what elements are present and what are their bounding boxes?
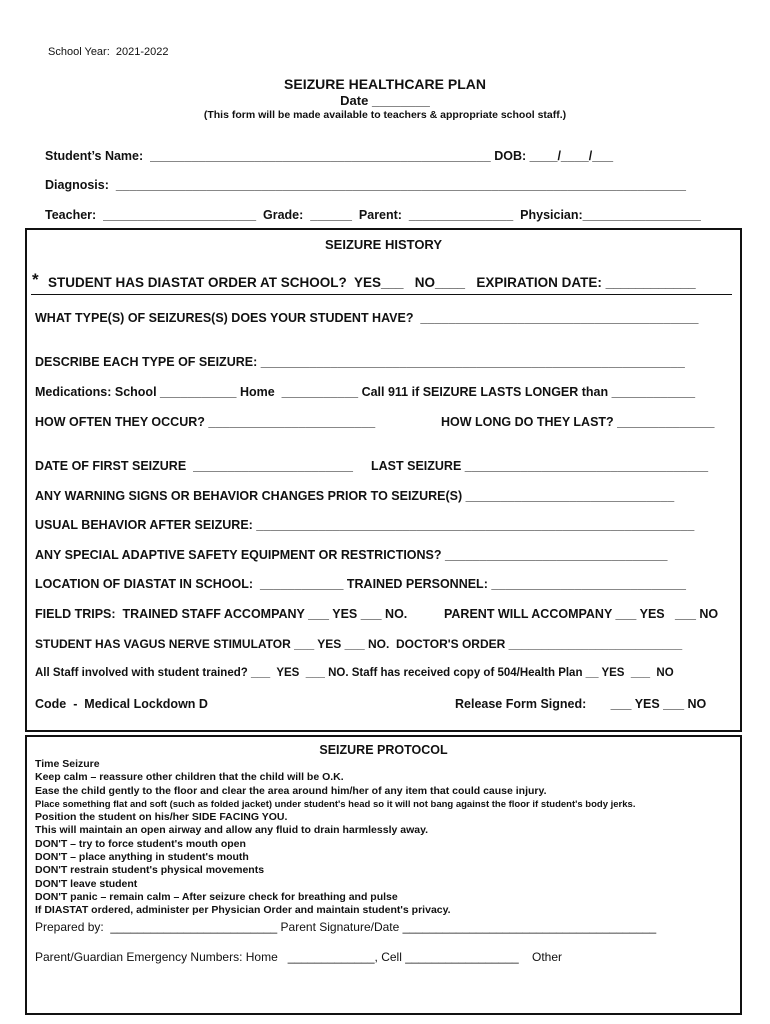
form-title: SEIZURE HEALTHCARE PLAN xyxy=(284,76,486,92)
school-year: School Year: 2021-2022 xyxy=(48,46,169,58)
protocol-step: If DIASTAT ordered, administer per Physician Order and maintain student's privacy. xyxy=(35,904,451,917)
last-seizure-field[interactable]: LAST SEIZURE ___________________________________ xyxy=(371,459,709,473)
form-note: (This form will be made available to teachers & appropriate school staff.) xyxy=(203,109,567,121)
how-long-field[interactable]: HOW LONG DO THEY LAST? ______________ xyxy=(441,415,715,429)
protocol-step: Ease the child gently to the floor and clear the area around him/her of any item that could cause injury. xyxy=(35,784,547,797)
teacher-grade-parent-physician-field[interactable]: Teacher: ______________________ Grade: ______ Parent: _______________ Physician:_________________ xyxy=(45,208,701,222)
protocol-step: DON'T – place anything in student's mouth xyxy=(35,851,249,864)
lockdown-code: Code - Medical Lockdown D xyxy=(35,697,208,711)
date-field[interactable]: Date ________ xyxy=(340,93,430,108)
protocol-step: Time Seizure xyxy=(35,758,100,770)
parent-accompany-field[interactable]: PARENT WILL ACCOMPANY ___ YES ___ NO xyxy=(444,607,719,621)
vagus-nerve-field[interactable]: STUDENT HAS VAGUS NERVE STIMULATOR ___ YES ___ NO. DOCTOR'S ORDER __________________________ xyxy=(35,637,683,651)
diastat-asterisk: * xyxy=(32,270,39,289)
protocol-step: This will maintain an open airway and allow any fluid to drain harmlessly away. xyxy=(35,824,429,837)
protocol-step: DON'T leave student xyxy=(35,877,138,890)
diastat-order-field[interactable]: STUDENT HAS DIASTAT ORDER AT SCHOOL? YES___ NO____ EXPIRATION DATE: ____________ xyxy=(48,275,696,290)
protocol-step: Keep calm – reassure other children that the child will be O.K. xyxy=(35,771,344,784)
protocol-step: DON'T restrain student's physical movements xyxy=(35,864,265,877)
seizure-history-section xyxy=(25,228,742,732)
seizure-history-title: SEIZURE HISTORY xyxy=(324,237,443,252)
diagnosis-field[interactable]: Diagnosis: __________________________________________________________________________________ xyxy=(45,178,686,192)
seizure-protocol-title: SEIZURE PROTOCOL xyxy=(319,743,448,757)
seizure-types-field[interactable]: WHAT TYPE(S) OF SEIZURES(S) DOES YOUR STUDENT HAVE? ________________________________________ xyxy=(35,311,699,325)
emergency-numbers-field[interactable]: Parent/Guardian Emergency Numbers: Home _____________, Cell _________________ Other xyxy=(35,950,563,964)
release-form-field[interactable]: Release Form Signed: ___ YES ___ NO xyxy=(455,697,707,711)
student-name-field[interactable]: Student’s Name: _________________________________________________ DOB: ____/____/___ xyxy=(45,149,614,163)
protocol-step: DON'T panic – remain calm – After seizure check for breathing and pulse xyxy=(35,890,398,903)
prepared-by-field[interactable]: Prepared by: _________________________ Parent Signature/Date ______________________________________ xyxy=(35,920,657,934)
describe-seizure-field[interactable]: DESCRIBE EACH TYPE OF SEIZURE: _____________________________________________________________ xyxy=(35,355,685,369)
staff-trained-field[interactable]: All Staff involved with student trained? ___ YES ___ NO. Staff has received copy of 504/Health Plan __ YES ___ NO xyxy=(35,667,674,679)
first-seizure-field[interactable]: DATE OF FIRST SEIZURE _______________________ xyxy=(35,459,353,473)
protocol-steps xyxy=(35,758,635,918)
medications-field[interactable]: Medications: School ___________ Home ___________ Call 911 if SEIZURE LASTS LONGER than ____________ xyxy=(35,385,696,399)
field-trips-field[interactable]: FIELD TRIPS: TRAINED STAFF ACCOMPANY ___ YES ___ NO. xyxy=(35,607,408,621)
warning-signs-field[interactable]: ANY WARNING SIGNS OR BEHAVIOR CHANGES PRIOR TO SEIZURE(S) ______________________________ xyxy=(35,489,675,503)
how-often-field[interactable]: HOW OFTEN THEY OCCUR? ________________________ xyxy=(35,415,376,429)
usual-behavior-field[interactable]: USUAL BEHAVIOR AFTER SEIZURE: _______________________________________________________________ xyxy=(35,518,695,532)
seizure-protocol-section xyxy=(25,735,742,1015)
protocol-step: Position the student on his/her SIDE FACING YOU. xyxy=(35,811,288,824)
protocol-step: Place something flat and soft (such as folded jacket) under student's head so it will not bang against the floor if student's body jerks. xyxy=(35,798,636,810)
protocol-step: DON'T – try to force student's mouth open xyxy=(35,837,246,850)
diastat-location-field[interactable]: LOCATION OF DIASTAT IN SCHOOL: ____________ TRAINED PERSONNEL: ____________________________ xyxy=(35,577,686,591)
adaptive-equipment-field[interactable]: ANY SPECIAL ADAPTIVE SAFETY EQUIPMENT OR RESTRICTIONS? ________________________________ xyxy=(35,548,668,562)
diastat-divider xyxy=(31,294,732,295)
